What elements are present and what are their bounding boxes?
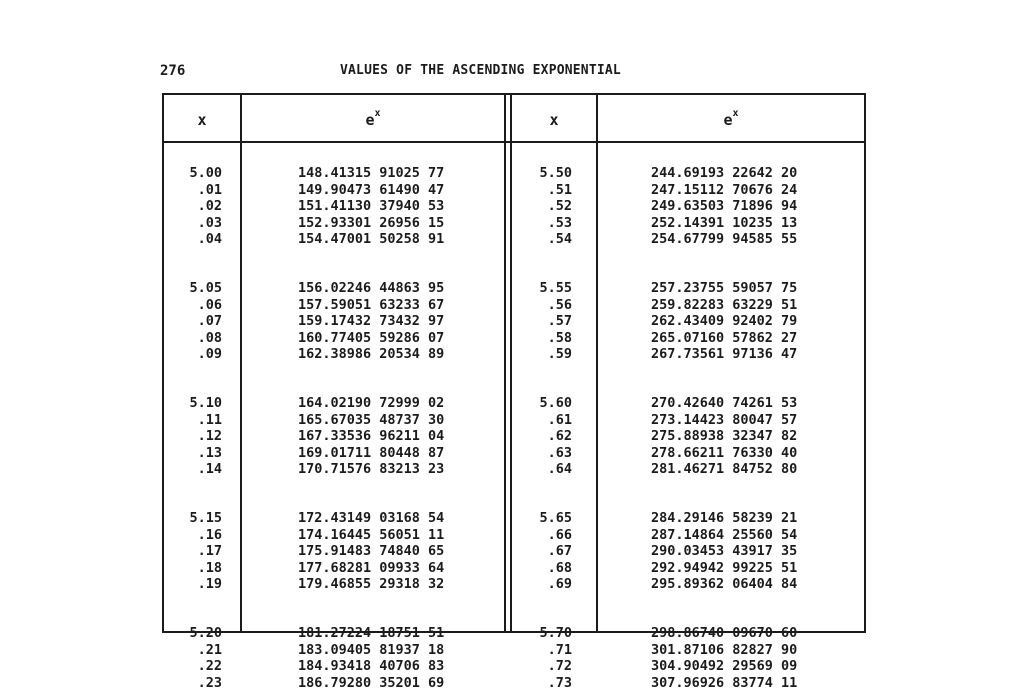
- exp-value-cell: 184.93418 40706 83: [298, 658, 503, 675]
- column-divider: [240, 95, 242, 631]
- exp-value-cell: 281.46271 84752 80: [651, 461, 861, 478]
- exp-value-cell: 160.77405 59286 07: [298, 330, 503, 347]
- x-value-cell: 5.70: [512, 625, 572, 642]
- x-value-cell: .67: [512, 543, 572, 560]
- exp-value-cell: 247.15112 70676 24: [651, 182, 861, 199]
- x-value-cell: .72: [512, 658, 572, 675]
- right-x-column: [512, 165, 572, 691]
- exp-value-cell: 172.43149 03168 54: [298, 510, 503, 527]
- exp-value-cell: 252.14391 10235 13: [651, 215, 861, 232]
- x-value-cell: .09: [164, 346, 222, 363]
- exp-value-cell: 249.63503 71896 94: [651, 198, 861, 215]
- exp-value-cell: 181.27224 18751 51: [298, 625, 503, 642]
- x-value-cell: .21: [164, 642, 222, 659]
- group-spacer: [298, 593, 503, 626]
- x-value-cell: .14: [164, 461, 222, 478]
- x-value-cell: .16: [164, 527, 222, 544]
- left-x-column: [164, 165, 222, 691]
- exp-value-cell: 170.71576 83213 23: [298, 461, 503, 478]
- exp-value-cell: 265.07160 57862 27: [651, 330, 861, 347]
- header-divider: [164, 141, 864, 143]
- x-value-cell: .51: [512, 182, 572, 199]
- exp-value-cell: 254.67799 94585 55: [651, 231, 861, 248]
- column-divider: [504, 95, 506, 631]
- exp-value-cell: 179.46855 29318 32: [298, 576, 503, 593]
- column-header-ex-right: $e^x$: [598, 111, 864, 129]
- exp-value-cell: 287.14864 25560 54: [651, 527, 861, 544]
- x-value-cell: .18: [164, 560, 222, 577]
- group-spacer: [298, 248, 503, 281]
- exp-value-cell: 307.96926 83774 11: [651, 675, 861, 691]
- x-value-cell: .08: [164, 330, 222, 347]
- x-value-cell: .01: [164, 182, 222, 199]
- x-value-cell: 5.05: [164, 280, 222, 297]
- group-spacer: [298, 363, 503, 396]
- exp-value-cell: 267.73561 97136 47: [651, 346, 861, 363]
- exp-value-cell: 244.69193 22642 20: [651, 165, 861, 182]
- page-number: 276: [160, 63, 185, 79]
- group-spacer: [164, 248, 222, 281]
- x-value-cell: 5.20: [164, 625, 222, 642]
- group-spacer: [651, 248, 861, 281]
- x-value-cell: .53: [512, 215, 572, 232]
- x-value-cell: 5.00: [164, 165, 222, 182]
- x-value-cell: .62: [512, 428, 572, 445]
- exp-value-cell: 149.90473 61490 47: [298, 182, 503, 199]
- exp-value-cell: 292.94942 99225 51: [651, 560, 861, 577]
- x-value-cell: 5.60: [512, 395, 572, 412]
- x-value-cell: .66: [512, 527, 572, 544]
- x-value-cell: 5.15: [164, 510, 222, 527]
- exp-value-cell: 278.66211 76330 40: [651, 445, 861, 462]
- x-value-cell: .22: [164, 658, 222, 675]
- exp-value-cell: 175.91483 74840 65: [298, 543, 503, 560]
- exp-value-cell: 165.67035 48737 30: [298, 412, 503, 429]
- x-value-cell: 5.50: [512, 165, 572, 182]
- exp-value-cell: 154.47001 50258 91: [298, 231, 503, 248]
- x-value-cell: .04: [164, 231, 222, 248]
- x-value-cell: .23: [164, 675, 222, 691]
- x-value-cell: .63: [512, 445, 572, 462]
- exp-value-cell: 152.93301 26956 15: [298, 215, 503, 232]
- exp-value-cell: 262.43409 92402 79: [651, 313, 861, 330]
- exp-value-cell: 183.09405 81937 18: [298, 642, 503, 659]
- exp-value-cell: 164.02190 72999 02: [298, 395, 503, 412]
- exp-value-cell: 273.14423 80047 57: [651, 412, 861, 429]
- page-title: VALUES OF THE ASCENDING EXPONENTIAL: [340, 63, 621, 78]
- x-value-cell: .19: [164, 576, 222, 593]
- x-value-cell: .12: [164, 428, 222, 445]
- x-value-cell: 5.65: [512, 510, 572, 527]
- x-value-cell: .71: [512, 642, 572, 659]
- left-ex-column: [298, 165, 503, 691]
- x-value-cell: .73: [512, 675, 572, 691]
- x-value-cell: .57: [512, 313, 572, 330]
- group-spacer: [512, 248, 572, 281]
- x-value-cell: .02: [164, 198, 222, 215]
- x-value-cell: .13: [164, 445, 222, 462]
- exp-value-cell: 148.41315 91025 77: [298, 165, 503, 182]
- exp-value-cell: 275.88938 32347 82: [651, 428, 861, 445]
- exp-value-cell: 304.90492 29569 09: [651, 658, 861, 675]
- exp-value-cell: 162.38986 20534 89: [298, 346, 503, 363]
- group-spacer: [651, 363, 861, 396]
- x-value-cell: .59: [512, 346, 572, 363]
- exp-value-cell: 259.82283 63229 51: [651, 297, 861, 314]
- x-value-cell: 5.10: [164, 395, 222, 412]
- x-value-cell: .52: [512, 198, 572, 215]
- group-spacer: [298, 478, 503, 511]
- x-value-cell: .07: [164, 313, 222, 330]
- x-value-cell: 5.55: [512, 280, 572, 297]
- group-spacer: [651, 593, 861, 626]
- exp-value-cell: 177.68281 09933 64: [298, 560, 503, 577]
- group-spacer: [512, 478, 572, 511]
- column-header-x-left: x: [164, 111, 240, 129]
- exp-value-cell: 174.16445 56051 11: [298, 527, 503, 544]
- right-ex-column: [651, 165, 861, 691]
- x-value-cell: .17: [164, 543, 222, 560]
- x-value-cell: .11: [164, 412, 222, 429]
- group-spacer: [512, 593, 572, 626]
- x-value-cell: .61: [512, 412, 572, 429]
- x-value-cell: .54: [512, 231, 572, 248]
- exp-value-cell: 290.03453 43917 35: [651, 543, 861, 560]
- x-value-cell: .56: [512, 297, 572, 314]
- x-value-cell: .68: [512, 560, 572, 577]
- exp-value-cell: 186.79280 35201 69: [298, 675, 503, 691]
- group-spacer: [164, 478, 222, 511]
- exp-value-cell: 159.17432 73432 97: [298, 313, 503, 330]
- exp-value-cell: 151.41130 37940 53: [298, 198, 503, 215]
- group-spacer: [164, 363, 222, 396]
- exp-value-cell: 295.89362 06404 84: [651, 576, 861, 593]
- exp-value-cell: 257.23755 59057 75: [651, 280, 861, 297]
- group-spacer: [651, 478, 861, 511]
- x-value-cell: .03: [164, 215, 222, 232]
- exp-value-cell: 284.29146 58239 21: [651, 510, 861, 527]
- column-divider: [596, 95, 598, 631]
- exp-value-cell: 169.01711 80448 87: [298, 445, 503, 462]
- exp-value-cell: 167.33536 96211 04: [298, 428, 503, 445]
- column-header-ex-left: $e^x$: [242, 111, 504, 129]
- exponential-table: [162, 93, 866, 633]
- x-value-cell: .06: [164, 297, 222, 314]
- exp-value-cell: 157.59051 63233 67: [298, 297, 503, 314]
- exp-value-cell: 301.87106 82827 90: [651, 642, 861, 659]
- x-value-cell: .69: [512, 576, 572, 593]
- group-spacer: [512, 363, 572, 396]
- exp-value-cell: 156.02246 44863 95: [298, 280, 503, 297]
- group-spacer: [164, 593, 222, 626]
- x-value-cell: .64: [512, 461, 572, 478]
- x-value-cell: .58: [512, 330, 572, 347]
- exp-value-cell: 270.42640 74261 53: [651, 395, 861, 412]
- column-header-x-right: x: [512, 111, 596, 129]
- exp-value-cell: 298.86740 09670 60: [651, 625, 861, 642]
